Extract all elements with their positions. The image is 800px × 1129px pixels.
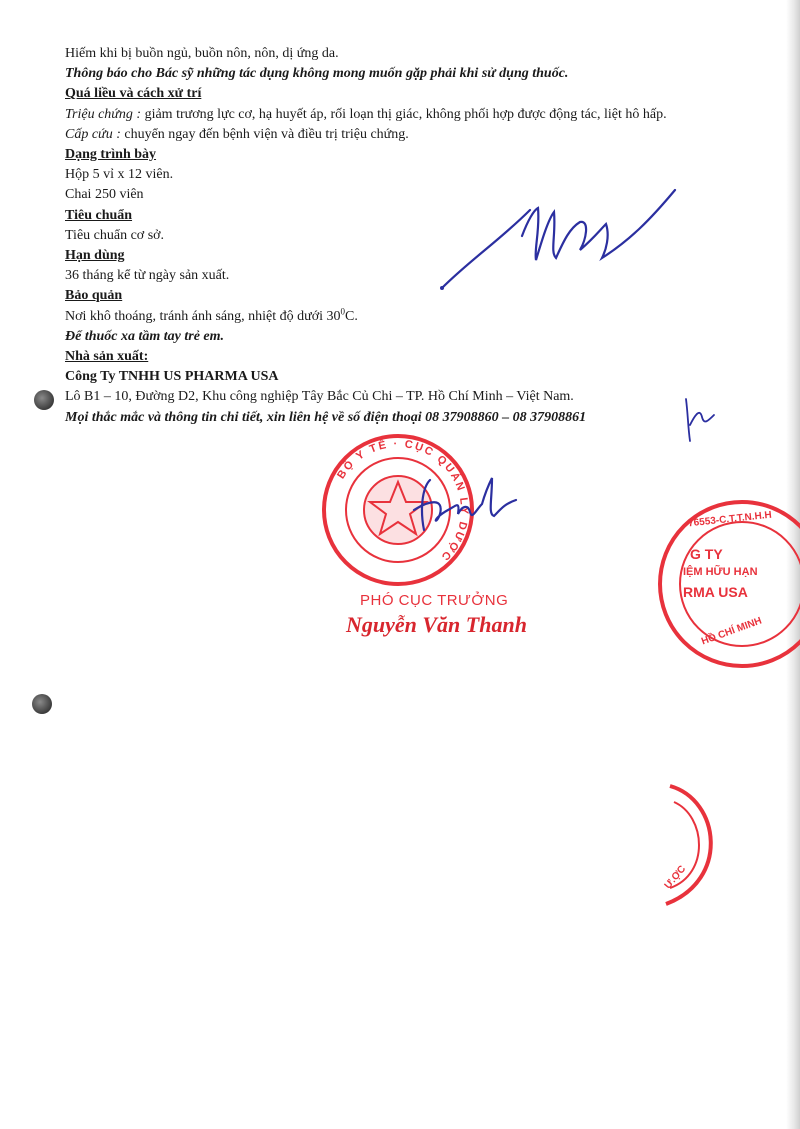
presentation-item: Hộp 5 vỉ x 12 viên. bbox=[65, 167, 174, 183]
notify-doctor-line: Thông báo cho Bác sỹ những tác dụng không mong muốn gặp phải khi sử dụng thuốc. bbox=[65, 66, 569, 82]
ministry-stamp-text: BỘ Y TẾ · CỤC QUẢN LÝ DƯỢC bbox=[335, 437, 471, 564]
manufacturer-address: Lô B1 – 10, Đường D2, Khu công nghiệp Tây Bắc Củ Chi – TP. Hồ Chí Minh – Việt Nam. bbox=[65, 389, 574, 405]
storage-warning: Để thuốc xa tầm tay trẻ em. bbox=[65, 328, 225, 344]
punch-hole-top bbox=[34, 390, 54, 410]
expiry-text: 36 tháng kể từ ngày sản xuất. bbox=[65, 268, 230, 284]
standard-heading: Tiêu chuẩn bbox=[65, 207, 133, 223]
emergency-text: chuyển ngay đến bệnh viện và điều trị triệu chứng. bbox=[120, 126, 409, 142]
storage-heading: Bảo quản bbox=[65, 288, 123, 304]
overdose-heading: Quá liều và cách xử trí bbox=[65, 86, 202, 102]
symptoms-label: Triệu chứng : bbox=[65, 106, 142, 122]
signature-name: Nguyễn Văn Thanh bbox=[346, 612, 527, 637]
punch-hole-bottom bbox=[32, 694, 52, 714]
manufacturer-contact: Mọi thắc mắc và thông tin chi tiết, xin liên hệ về số điện thoại 08 37908860 – 08 37908861 bbox=[65, 409, 587, 425]
side-effect-line: Hiếm khi bị buồn ngủ, buồn nôn, nôn, dị ứng da. bbox=[65, 46, 339, 61]
company-stamp-line1: 76553-C.T.T.N.H.H bbox=[687, 509, 773, 530]
storage-text-end: C. bbox=[345, 308, 358, 324]
presentation-heading: Dạng trình bày bbox=[65, 147, 157, 163]
bottom-stamp-partial bbox=[660, 780, 740, 910]
manufacturer-heading: Nhà sản xuất: bbox=[65, 349, 149, 365]
storage-degree: 0 bbox=[340, 305, 346, 316]
storage-text bbox=[65, 307, 745, 327]
storage-text-main: Nơi khô thoáng, tránh ánh sáng, nhiệt độ dưới 30 bbox=[65, 308, 341, 324]
signature-director bbox=[400, 470, 540, 540]
presentation-item: Chai 250 viên bbox=[65, 187, 144, 203]
overdose-emergency bbox=[65, 125, 745, 145]
company-stamp-line5: HỒ CHÍ MINH bbox=[700, 615, 764, 648]
company-stamp-line4: RMA USA bbox=[683, 584, 748, 600]
emergency-label: Cấp cứu : bbox=[65, 126, 121, 142]
expiry-heading: Hạn dùng bbox=[65, 248, 125, 264]
manufacturer-company: Công Ty TNHH US PHARMA USA bbox=[65, 369, 279, 385]
initials-mark bbox=[680, 395, 720, 445]
symptoms-text: giảm trương lực cơ, hạ huyết áp, rối loạn thị giác, không phối hợp được động tác, liệt hô hấp. bbox=[141, 106, 667, 122]
standard-text: Tiêu chuẩn cơ sở. bbox=[65, 227, 165, 243]
company-stamp-line2: G TY bbox=[690, 546, 723, 562]
signature-title: PHÓ CỤC TRƯỞNG bbox=[360, 592, 509, 609]
bottom-stamp-text: Ư.ỢC bbox=[662, 863, 689, 892]
company-stamp-line3: IỆM HỮU HẠN bbox=[683, 566, 758, 578]
signature-top bbox=[430, 180, 690, 300]
overdose-symptoms bbox=[65, 105, 745, 125]
